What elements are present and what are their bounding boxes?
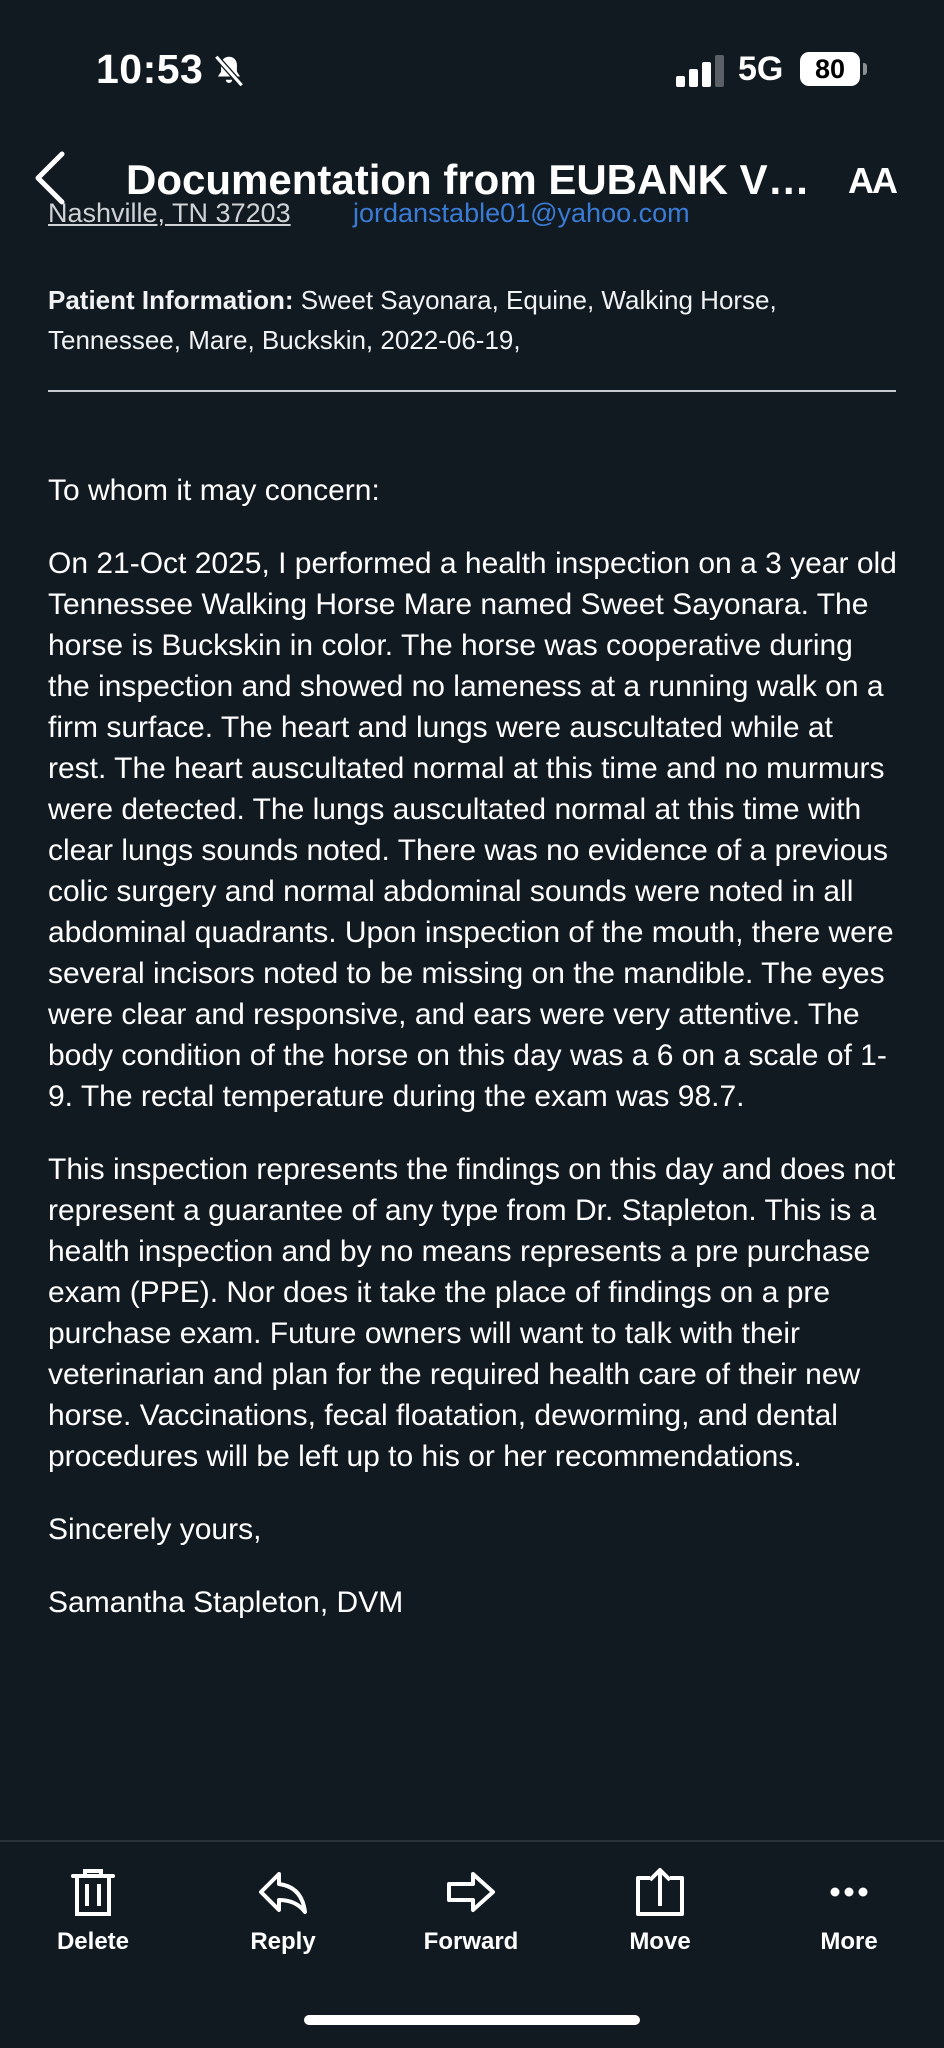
status-time: 10:53 (96, 46, 204, 92)
letter-paragraph-2: This inspection represents the findings on this day and does not represent a guarantee of any type from Dr. Stapleton. This is a health inspection and by no means represents a pre purchase exam (PPE). Nor does it take the place of findings on a pre purchase exam. Future owners will want to talk with their veterinarian and plan for the required health care of their new horse. Vaccinations, fecal floatation, deworming, and dental procedures will be left up to his or her recommendations. (48, 1153, 896, 1473)
letter-greeting: To whom it may concern: (48, 474, 380, 507)
move-to-folder-icon (632, 1864, 688, 1920)
delete-button[interactable] (18, 1864, 168, 1956)
reply-label: Reply (250, 1928, 316, 1955)
network-type: 5G (738, 50, 784, 88)
forward-label: Forward (423, 1928, 519, 1955)
text-size-button[interactable] (848, 160, 896, 202)
letter-text (48, 470, 898, 1623)
forward-arrow-icon (443, 1864, 499, 1920)
patient-information (48, 280, 898, 360)
clipped-contact-line (48, 198, 898, 242)
patient-info-label: Patient Information: (48, 285, 294, 315)
forward-button[interactable] (396, 1864, 546, 1956)
divider (48, 390, 896, 392)
cellular-signal-icon (676, 54, 728, 88)
letter-paragraph-1: On 21-Oct 2025, I performed a health inspection on a 3 year old Tennessee Walking Horse Mare named Sweet Sayonara. The horse is Buckskin in color. The horse was cooperative during the inspection and showed no lameness at a running walk on a firm surface. The heart and lungs were auscultated while at rest. The heart auscultated normal at this time and no murmurs were detected. The lungs auscultated normal at this time with clear lungs sounds noted. There was no evidence of a previous colic surgery and normal abdominal sounds were noted in all abdominal quadrants. Upon inspection of the mouth, there were several incisors noted to be missing on the mandible. The eyes were clear and responsive, and ears were very attentive. The body condition of the horse on this day was a 6 on a scale of 1-9. The rectal temperature during the exam was 98.7. (48, 547, 897, 1113)
more-dots-icon (821, 1864, 877, 1920)
battery-icon: 80 (800, 52, 860, 86)
letter-signature: Samantha Stapleton, DVM (48, 1586, 404, 1619)
email-subject-title: Documentation from EUBANK V… (126, 156, 810, 203)
move-button[interactable] (585, 1864, 735, 1956)
more-label: More (820, 1928, 878, 1955)
text-size-label: AA (848, 160, 896, 201)
trash-icon (65, 1864, 121, 1920)
email-body[interactable] (48, 198, 898, 1835)
delete-label: Delete (56, 1928, 130, 1955)
home-indicator[interactable] (304, 2015, 640, 2025)
more-button[interactable] (774, 1864, 924, 1956)
letter-closing: Sincerely yours, (48, 1513, 262, 1546)
bell-muted-icon (210, 52, 248, 90)
reply-arrow-icon (255, 1864, 311, 1920)
reply-button[interactable] (208, 1864, 358, 1956)
patient-info-value: Sweet Sayonara, Equine, Walking Horse, Tennessee, Mare, Buckskin, 2022-06-19, (48, 285, 777, 355)
battery-nub (863, 63, 867, 75)
move-label: Move (629, 1928, 691, 1955)
status-bar (0, 0, 944, 140)
clipped-address: Nashville, TN 37203 (48, 198, 291, 228)
clipped-email-link[interactable]: jordanstable01@yahoo.com (353, 198, 690, 228)
